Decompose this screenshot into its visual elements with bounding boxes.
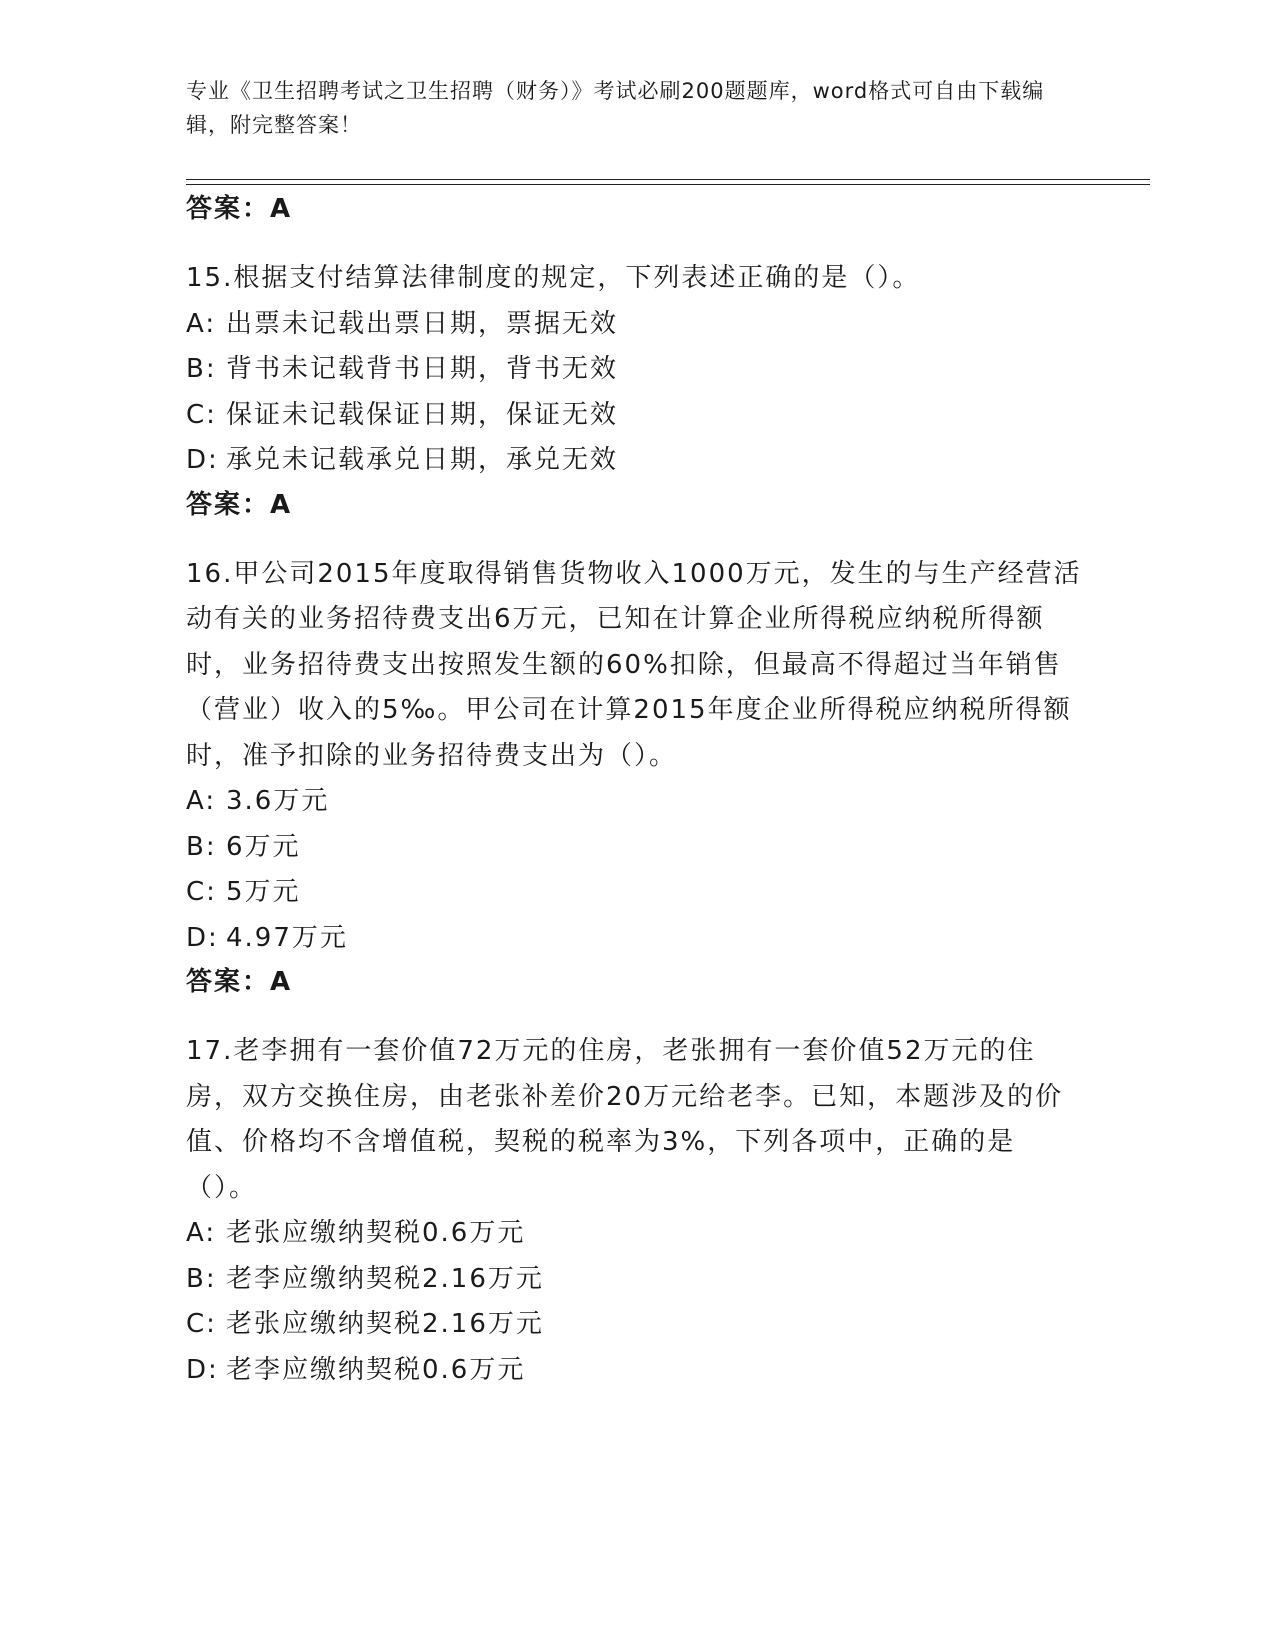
option-c: C: 老张应缴纳契税2.16万元 xyxy=(186,1309,544,1339)
option-d: D: 承兑未记载承兑日期，承兑无效 xyxy=(186,445,619,475)
question-15 xyxy=(186,256,1086,524)
option-a: A: 3.6万元 xyxy=(186,786,330,816)
question-16 xyxy=(186,552,1086,1002)
question-17 xyxy=(186,1029,1086,1393)
header-rule-top xyxy=(186,179,1150,180)
question-stem: 15.根据支付结算法律制度的规定，下列表述正确的是（）。 xyxy=(186,263,921,293)
answer-line: 答案：A xyxy=(186,489,293,520)
question-stem: 17.老李拥有一套价值72万元的住房，老张拥有一套价值52万元的住房，双方交换住房，由老张补差价20万元给老李。已知，本题涉及的价值、价格均不含增值税，契税的税率为3%，下列各项中，正确的是（）。 xyxy=(186,1036,1064,1203)
option-d: D: 4.97万元 xyxy=(186,922,348,953)
header-rule-bottom xyxy=(186,184,1150,185)
option-d: D: 老李应缴纳契税0.6万元 xyxy=(186,1354,526,1385)
answer-line: 答案：A xyxy=(186,967,293,997)
document-header: 专业《卫生招聘考试之卫生招聘（财务）》考试必刷200题题库，word格式可自由下载编辑，附完整答案！ xyxy=(186,79,1045,137)
option-b: B: 6万元 xyxy=(186,831,301,862)
option-c: C: 5万元 xyxy=(186,877,301,907)
option-b: B: 背书未记载背书日期，背书无效 xyxy=(186,354,619,384)
question-list xyxy=(186,190,1086,1393)
option-a: A: 老张应缴纳契税0.6万元 xyxy=(186,1218,526,1248)
option-b: B: 老李应缴纳契税2.16万元 xyxy=(186,1263,544,1294)
option-c: C: 保证未记载保证日期，保证无效 xyxy=(186,399,619,430)
question-stem: 16.甲公司2015年度取得销售货物收入1000万元，发生的与生产经营活动有关的业务招待费支出6万元，已知在计算企业所得税应纳税所得额时，业务招待费支出按照发生额的60%扣除，但最高不得超过当年销售（营业）收入的5‰。甲公司在计算2015年度企业所得税应纳税所得额时，准予扣除的业务招待费支出为（）。 xyxy=(186,558,1082,771)
answer-line: 答案：A xyxy=(186,194,293,224)
option-a: A: 出票未记载出票日期，票据无效 xyxy=(186,308,619,339)
